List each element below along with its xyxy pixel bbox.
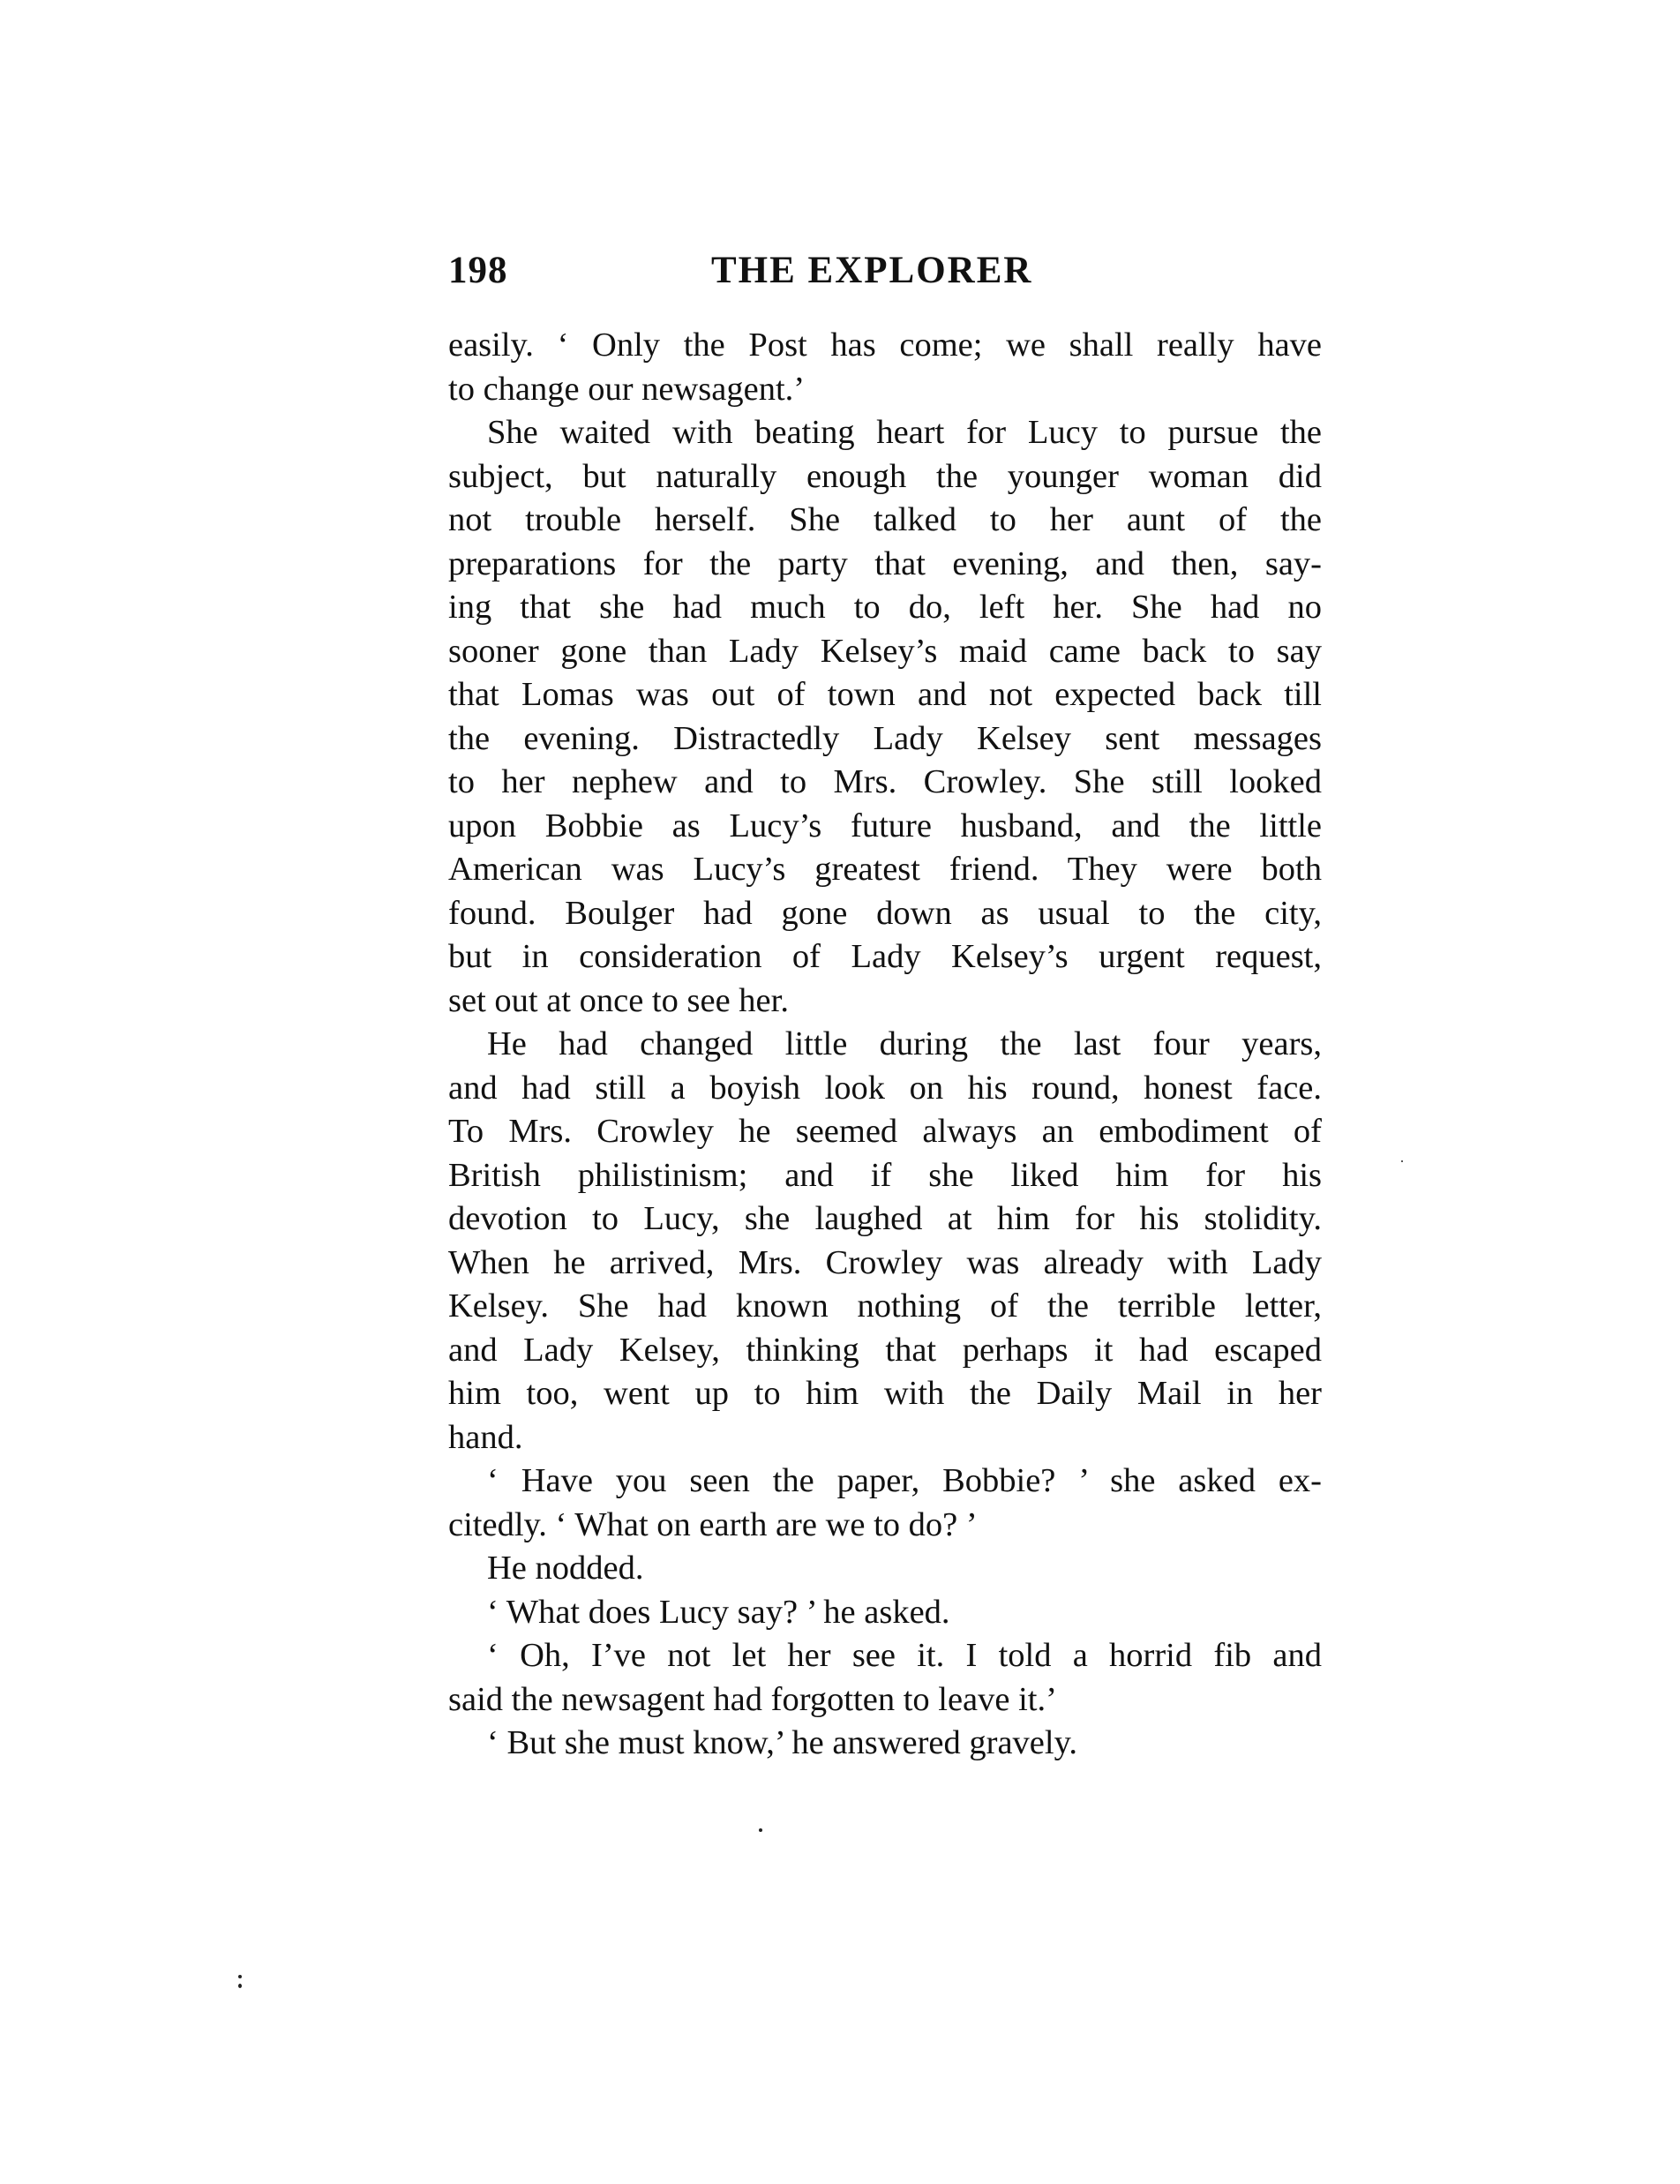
scan-speck xyxy=(1401,1160,1403,1162)
text-line: Kelsey. She had known nothing of the terrible letter, xyxy=(448,1287,1322,1325)
text-line: preparations for the party that evening, and then, say- xyxy=(448,544,1322,582)
text-line: ‘ Oh, I’ve not let her see it. I told a horrid fib and xyxy=(487,1637,1322,1674)
text-line: ‘ But she must know,’ he answered gravely. xyxy=(487,1724,1077,1761)
text-line: easily. ‘ Only the Post has come; we shall really have xyxy=(448,326,1322,364)
text-line: American was Lucy’s greatest friend. They were both xyxy=(448,851,1322,888)
paragraph xyxy=(448,1023,1322,1460)
text-line: ‘ Have you seen the paper, Bobbie? ’ she asked ex- xyxy=(487,1462,1322,1499)
text-line: devotion to Lucy, she laughed at him for his stolidity. xyxy=(448,1200,1322,1237)
text-line: To Mrs. Crowley he seemed always an embodiment of xyxy=(448,1113,1322,1150)
paragraph xyxy=(448,1591,1322,1635)
text-line: hand. xyxy=(448,1418,523,1456)
paragraph xyxy=(448,1460,1322,1547)
paragraph xyxy=(448,1722,1322,1766)
text-line: citedly. ‘ What on earth are we to do? ’ xyxy=(448,1505,978,1543)
scan-speck xyxy=(238,1975,242,1978)
text-line: and had still a boyish look on his round, honest face. xyxy=(448,1069,1322,1107)
paragraph xyxy=(448,324,1322,411)
running-title: THE EXPLORER xyxy=(711,250,1033,291)
text-line: set out at once to see her. xyxy=(448,981,789,1019)
text-line: She waited with beating heart for Lucy to pursue the xyxy=(487,414,1322,451)
text-line: ing that she had much to do, left her. She had no xyxy=(448,589,1322,626)
text-line: and Lady Kelsey, thinking that perhaps it had escaped xyxy=(448,1331,1322,1369)
text-line: that Lomas was out of town and not expected back till xyxy=(448,676,1322,713)
text-line: but in consideration of Lady Kelsey’s urgent request, xyxy=(448,938,1322,975)
paragraph xyxy=(448,411,1322,1023)
text-line: upon Bobbie as Lucy’s future husband, and the little xyxy=(448,807,1322,844)
text-line: the evening. Distractedly Lady Kelsey sent messages xyxy=(448,719,1322,757)
page-number: 198 xyxy=(448,250,508,291)
body-text xyxy=(448,324,1322,1766)
text-line: him too, went up to him with the Daily Mail in her xyxy=(448,1375,1322,1412)
text-line: British philistinism; and if she liked him for his xyxy=(448,1156,1322,1194)
paragraph xyxy=(448,1547,1322,1591)
text-line: When he arrived, Mrs. Crowley was already with Lady xyxy=(448,1243,1322,1281)
text-line: to change our newsagent.’ xyxy=(448,370,806,408)
scan-speck xyxy=(238,1984,242,1988)
text-line: found. Boulger had gone down as usual to the city, xyxy=(448,894,1322,932)
text-line: He had changed little during the last four years, xyxy=(487,1025,1322,1062)
text-line: to her nephew and to Mrs. Crowley. She still looked xyxy=(448,763,1322,800)
text-line: said the newsagent had forgotten to leave it.’ xyxy=(448,1680,1057,1718)
text-line: sooner gone than Lady Kelsey’s maid came back to say xyxy=(448,632,1322,670)
scan-speck xyxy=(759,1828,762,1832)
text-line: He nodded. xyxy=(487,1550,644,1587)
page-header xyxy=(448,249,1331,302)
text-line: subject, but naturally enough the younger woman did xyxy=(448,457,1322,495)
paragraph xyxy=(448,1634,1322,1722)
text-line: not trouble herself. She talked to her aunt of the xyxy=(448,501,1322,538)
text-line: ‘ What does Lucy say? ’ he asked. xyxy=(487,1593,950,1631)
